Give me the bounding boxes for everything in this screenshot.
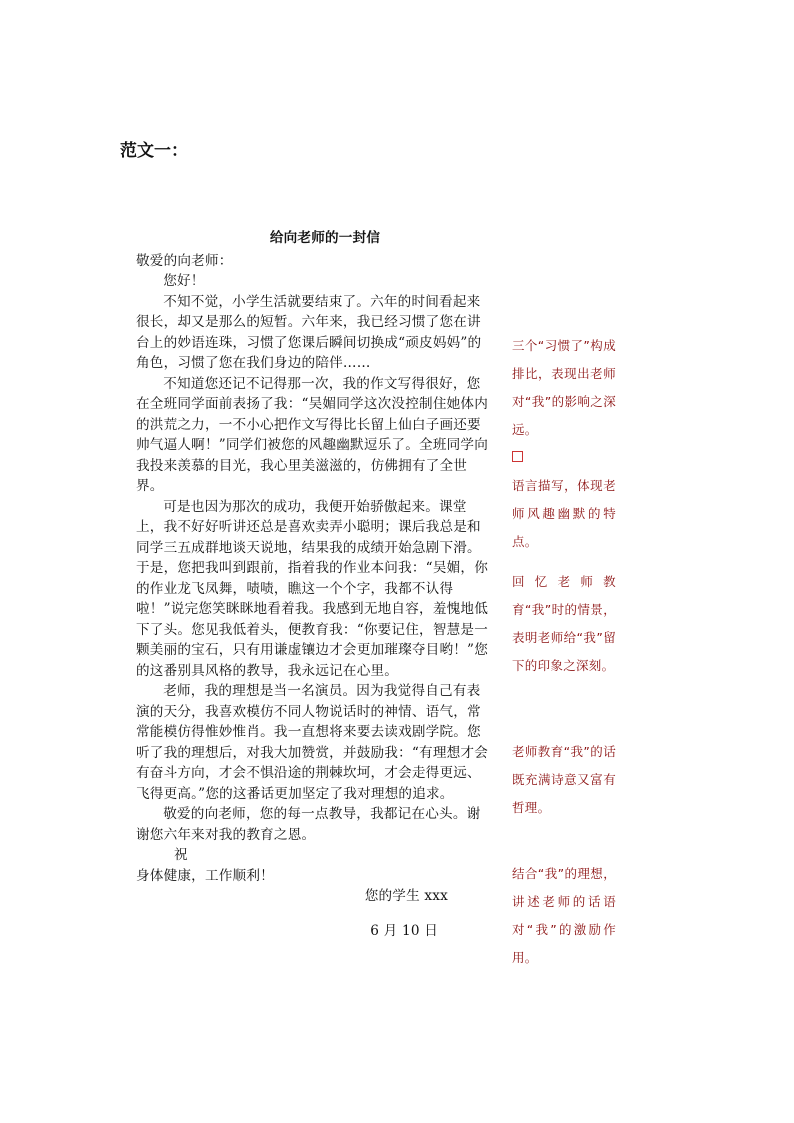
letter-paragraph: 老师，我的理想是当一名演员。因为我觉得自己有表演的天分，我喜欢模仿不同人物说话时的神情、语气，常常能模仿得惟妙惟肖。我一直想将来要去读戏剧学院。您听了我的理想后，对我大加赞赏，并鼓励我：“有理想才会有奋斗方向，才会不惧沿途的荆棘坎坷，才会走得更远、飞得更高。”您的这番话更加坚定了我对理想的追求。 bbox=[136, 683, 488, 802]
section-heading: 范文一： bbox=[120, 141, 188, 161]
letter-paragraph: 不知不觉，小学生活就要结束了。六年的时间看起来很长，却又是那么的短暂。六年来，我已经习惯了您在讲台上的妙语连珠，习惯了您课后瞬间切换成“顽皮妈妈”的角色，习惯了您在我们身边的陪伴…… bbox=[136, 293, 482, 371]
letter-paragraph: 敬爱的向老师，您的每一点教导，我都记在心头。谢谢您六年来对我的教育之恩。 bbox=[136, 806, 481, 843]
letter-paragraph: 可是也因为那次的成功，我便开始骄傲起来。课堂上，我不好好听讲还总是喜欢卖弄小聪明；课后我总是和同学三五成群地谈天说地，结果我的成绩开始急剧下滑。于是，您把我叫到跟前，指着我的作业本问我：“吴媚，你的作业龙飞凤舞，啧啧，瞧这一个个字，我都不认得啦！”说完您笑眯眯地看着我。我感到无地自容，羞愧地低下了头。您见我低着头，便教育我：“你要记住，智慧是一颗美丽的宝石，只有用谦虚镶边才会更加璀璨夺目哟！”您的这番别具风格的教导，我永远记在心里。 bbox=[136, 498, 488, 679]
margin-note-memory bbox=[512, 568, 616, 680]
margin-note-text: 回忆老师教育“我”时的情景，表明老师给“我”留下的印象之深刻。 bbox=[512, 574, 616, 673]
margin-note-text: 老师教育“我”的话既充满诗意又富有哲理。 bbox=[512, 744, 616, 815]
margin-note-parallelism bbox=[512, 332, 616, 556]
margin-note-text: 三个“习惯了”构成排比，表现出老师对“我”的影响之深远。 bbox=[512, 338, 616, 437]
letter-closing-wish: 身体健康，工作顺利！ bbox=[136, 867, 274, 884]
letter-closing-intro: 祝 bbox=[174, 847, 188, 863]
margin-note-text: 结合“我”的理想，讲述老师的话语对“我”的激励作用。 bbox=[512, 866, 616, 965]
margin-note-encouragement bbox=[512, 860, 616, 972]
letter-date: 6 月 10 日 bbox=[370, 922, 438, 939]
letter-body bbox=[136, 228, 494, 941]
margin-note-philosophy bbox=[512, 738, 616, 822]
margin-note-text: 语言描写，体现老师风趣幽默的特点。 bbox=[512, 478, 616, 549]
letter-title: 给向老师的一封信 bbox=[269, 230, 381, 246]
letter-greeting: 您好！ bbox=[163, 273, 205, 289]
letter-paragraph: 不知道您还记不记得那一次，我的作文写得很好，您在全班同学面前表扬了我：“吴媚同学这次没控制住她体内的洪荒之力，一不小心把作文写得比长留上仙白子画还要帅气逼人啊！”同学们被您的风趣幽默逗乐了。全班同学向我投来羡慕的目光，我心里美滋滋的，仿佛拥有了全世界。 bbox=[136, 375, 488, 494]
checkbox-icon bbox=[512, 451, 523, 462]
letter-signature: 您的学生 xxx bbox=[364, 888, 448, 904]
letter-salutation: 敬爱的向老师： bbox=[136, 252, 233, 269]
